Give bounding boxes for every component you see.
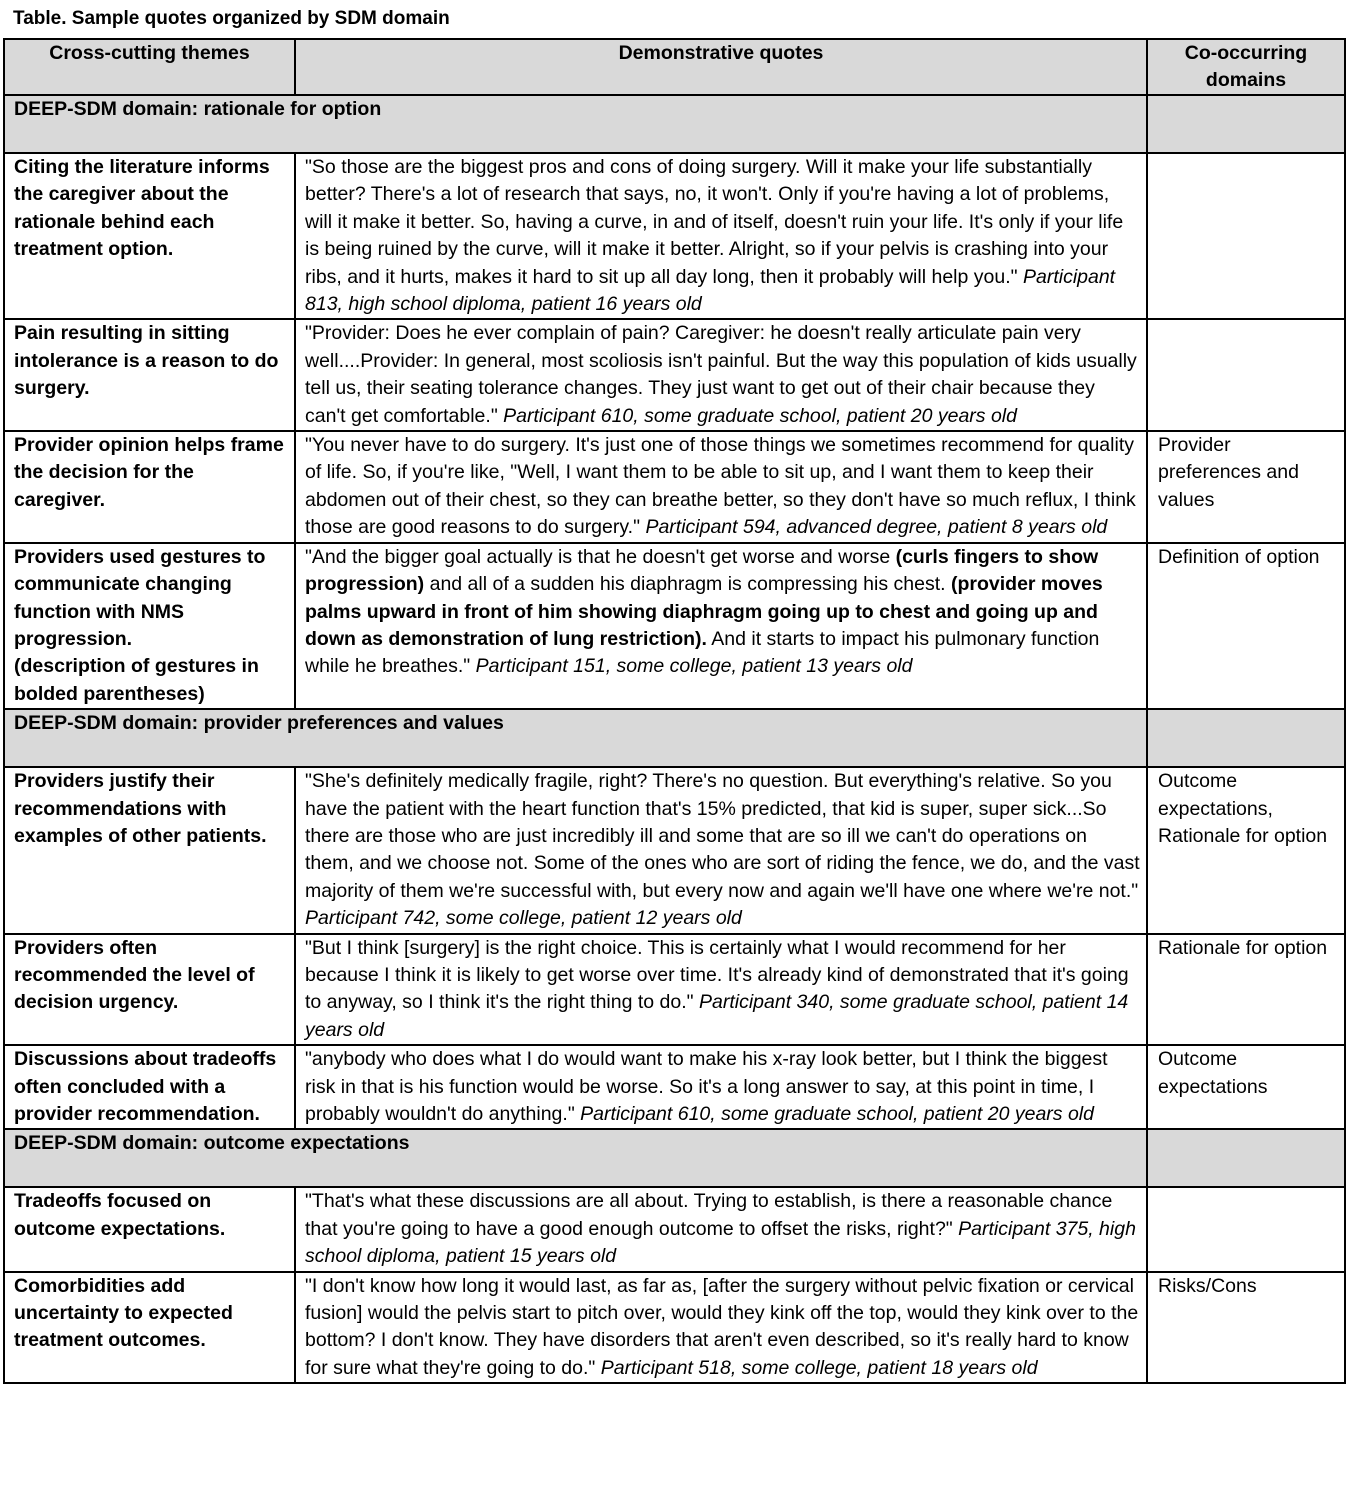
gesture-description: (curls fingers to show progression) <box>305 545 1099 596</box>
domain-label: DEEP-SDM domain: outcome expectations <box>4 1129 1147 1187</box>
quote-cell <box>295 1272 1147 1384</box>
co-domain-cell: Provider preferences and values <box>1147 431 1345 543</box>
quote-cell <box>295 319 1147 431</box>
co-domain-cell <box>1147 1187 1345 1271</box>
domain-row-provider-preferences <box>4 709 1345 767</box>
quote-text: "That's what these discussions are all about. Trying to establish, is there a reasonable chance that you're going to have a good enough outcome to offset the risks, right?" <box>305 1190 1113 1240</box>
co-domain-cell: Risks/Cons <box>1147 1272 1345 1384</box>
co-domain-cell: Definition of option <box>1147 543 1345 709</box>
theme-cell: Citing the literature informs the caregiver about the rationale behind each treatment option. <box>4 153 295 319</box>
table-row <box>4 1272 1345 1384</box>
quote-text: "So those are the biggest pros and cons of doing surgery. Will it make your life substantially better? There's a lot of research that says, no, it won't. Only if you're having a lot of problems, will it make it better. So, having a curve, in and of itself, doesn't ruin your life. It's only if your life is being ruined by the curve, will it make it better. Alright, so if your pelvis is crashing into your ribs, and it hurts, makes it hard to sit up all day long, then it probably will help you." <box>305 156 1124 288</box>
participant-info: Participant 610, some graduate school, patient 20 years old <box>503 404 1017 427</box>
co-domain-cell: Outcome expectations, Rationale for option <box>1147 767 1345 933</box>
quote-text: and all of a sudden his diaphragm is compressing his chest. <box>424 573 951 596</box>
participant-info: Participant 518, some college, patient 18 years old <box>600 1356 1038 1379</box>
theme-cell: Providers justify their recommendations with examples of other patients. <box>4 767 295 933</box>
quote-cell <box>295 1045 1147 1129</box>
domain-label: DEEP-SDM domain: rationale for option <box>4 95 1147 153</box>
quote-text: "She's definitely medically fragile, right? There's no question. But everything's relative. So you have the patient with the heart function that's 15% predicted, that kid is super, super sick...So there are those who are just incredibly ill and some that are so ill we can't do operations on them, and we choose not. Some of the ones who are sort of riding the fence, we do, and the vast majority of them we're successful with, but every now and again we'll have one where we're not." <box>305 770 1140 902</box>
theme-cell: Pain resulting in sitting intolerance is a reason to do surgery. <box>4 319 295 431</box>
quote-cell <box>295 431 1147 543</box>
theme-cell: Tradeoffs focused on outcome expectations. <box>4 1187 295 1271</box>
participant-info: Participant 340, some graduate school, patient 14 years old <box>305 991 1129 1041</box>
theme-cell <box>4 543 295 709</box>
quote-cell <box>295 767 1147 933</box>
quote-cell <box>295 1187 1147 1271</box>
domain-row-rationale <box>4 95 1345 153</box>
co-domain-cell: Outcome expectations <box>1147 1045 1345 1129</box>
header-domains: Co-occurring domains <box>1147 39 1345 95</box>
theme-cell: Discussions about tradeoffs often concluded with a provider recommendation. <box>4 1045 295 1129</box>
quote-text: "anybody who does what I do would want to make his x-ray look better, but I think the biggest risk in that is his function would be worse. So it's a long answer to say, at this point in time, I probably wouldn't do anything." <box>305 1048 1108 1125</box>
table-row <box>4 319 1345 431</box>
theme-cell: Provider opinion helps frame the decision for the caregiver. <box>4 431 295 543</box>
participant-info: Participant 375, high school diploma, patient 15 years old <box>305 1217 1136 1268</box>
theme-cell: Providers often recommended the level of decision urgency. <box>4 934 295 1046</box>
theme-text: Providers used gestures to communicate changing function with NMS progression. <box>14 545 266 650</box>
table-caption: Table. Sample quotes organized by SDM domain <box>13 8 450 29</box>
table-row <box>4 1187 1345 1271</box>
domain-label: DEEP-SDM domain: provider preferences and values <box>4 709 1147 767</box>
quotes-table <box>3 38 1346 1384</box>
domain-row-outcome-expectations <box>4 1129 1345 1187</box>
table-row <box>4 767 1345 933</box>
table-row <box>4 934 1345 1046</box>
gesture-description: (provider moves palms upward in front of him showing diaphragm going up to chest and going up and down as demonstration of lung restriction). <box>305 573 1103 650</box>
domain-empty-cell <box>1147 95 1345 153</box>
quote-text: And it starts to impact his pulmonary function while he breathes." <box>305 627 1100 678</box>
theme-cell: Comorbidities add uncertainty to expected treatment outcomes. <box>4 1272 295 1384</box>
quote-cell <box>295 543 1147 709</box>
participant-info: Participant 594, advanced degree, patient 8 years old <box>645 516 1108 539</box>
quote-text: "Provider: Does he ever complain of pain? Caregiver: he doesn't really articulate pain very well....Provider: In general, most scoliosis isn't painful. But the way this population of kids usually tell us, their seating tolerance changes. They just want to get out of their chair because they can't get comfortable." <box>305 322 1137 427</box>
table-row <box>4 431 1345 543</box>
domain-empty-cell <box>1147 709 1345 767</box>
table-row <box>4 153 1345 319</box>
quote-text: "I don't know how long it would last, as far as, [after the surgery without pelvic fixation or cervical fusion] would the pelvis start to pitch over, would they kink off the top, would they kink over to the bottom? I don't know. They have disorders that aren't even described, so it's really hard to know for sure what they're going to do." <box>305 1274 1139 1379</box>
co-domain-cell <box>1147 319 1345 431</box>
table-row <box>4 543 1345 709</box>
co-domain-cell: Rationale for option <box>1147 934 1345 1046</box>
domain-empty-cell <box>1147 1129 1345 1187</box>
quote-text: "You never have to do surgery. It's just one of those things we sometimes recommend for quality of life. So, if you're like, "Well, I want them to be able to sit up, and I want them to keep their abdomen out of their chest, so they can breathe better, so they don't have so much reflux, I think those are good reasons to do surgery." <box>305 434 1136 539</box>
header-themes: Cross-cutting themes <box>4 39 295 95</box>
quote-cell <box>295 153 1147 319</box>
theme-note: (description of gestures in bolded parentheses) <box>14 655 259 705</box>
table-row <box>4 1045 1345 1129</box>
quote-text: "And the bigger goal actually is that he doesn't get worse and worse <box>305 545 896 568</box>
quote-cell <box>295 934 1147 1046</box>
header-quotes: Demonstrative quotes <box>295 39 1147 95</box>
participant-info: Participant 610, some graduate school, patient 20 years old <box>580 1103 1094 1125</box>
co-domain-cell <box>1147 153 1345 319</box>
participant-info: Participant 813, high school diploma, patient 16 years old <box>305 265 1116 316</box>
participant-info: Participant 151, some college, patient 13 years old <box>475 655 913 678</box>
quote-text: "But I think [surgery] is the right choice. This is certainly what I would recommend for her because I think it is likely to get worse over time. It's already kind of demonstrated that it's going to anyway, so I think it's the right thing to do." <box>305 936 1129 1014</box>
participant-info: Participant 742, some college, patient 12 years old <box>305 907 742 930</box>
header-row <box>4 39 1345 95</box>
